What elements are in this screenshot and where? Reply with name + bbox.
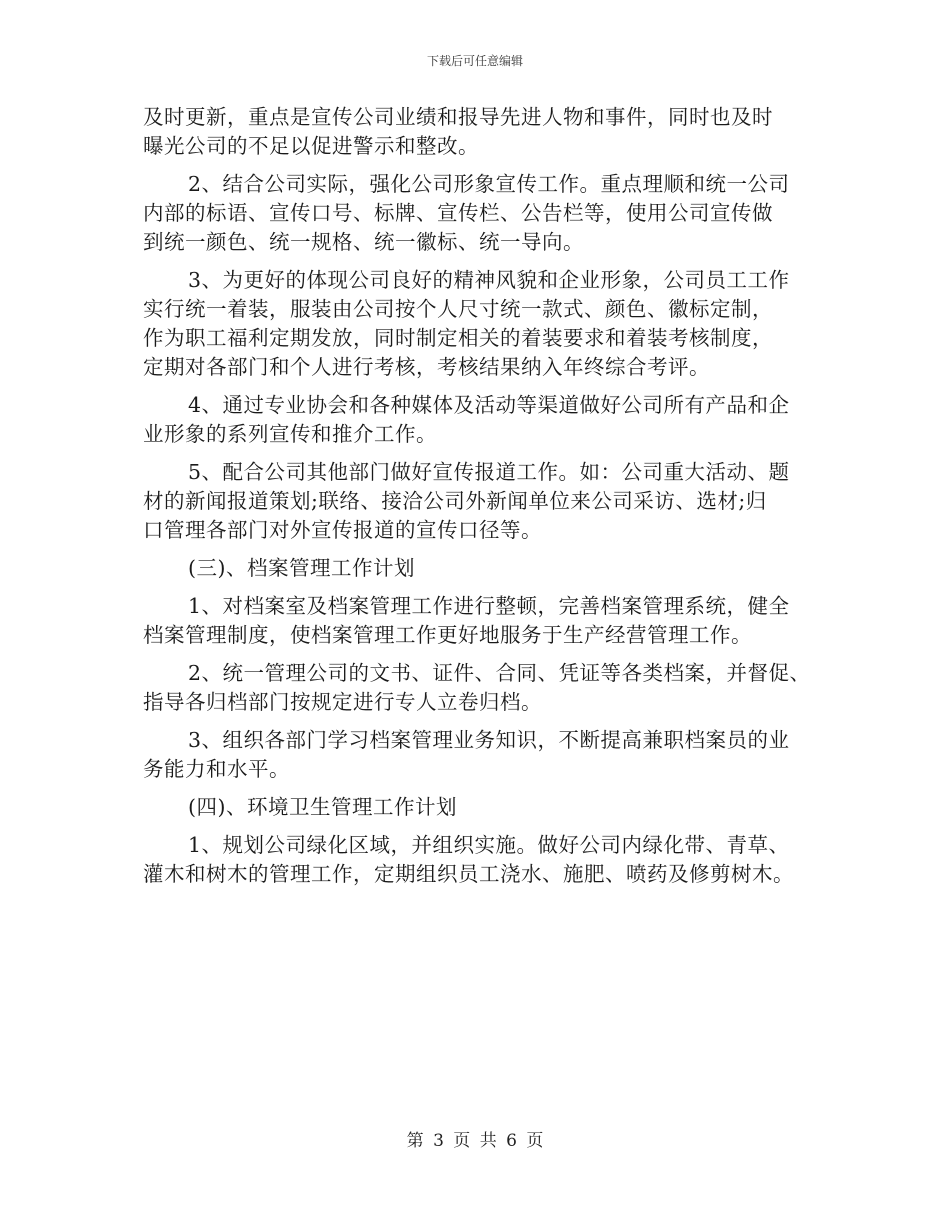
text-line: 2、结合公司实际，强化公司形象宣传工作。重点理顺和统一公司 — [188, 172, 790, 196]
page-footer: 第 3 页 共 6 页 — [406, 1131, 544, 1151]
text-line: 材的新闻报道策划;联络、接洽公司外新闻单位来公司采访、选材;归 — [143, 489, 767, 513]
text-line: 5、配合公司其他部门做好宣传报道工作。如：公司重大活动、题 — [188, 460, 790, 484]
text-line: 作为职工福利定期发放，同时制定相关的着装要求和着装考核制度， — [143, 326, 773, 350]
paragraph — [143, 266, 815, 382]
text-line: 实行统一着装，服装由公司按个人尺寸统一款式、颜色、徽标定制， — [143, 297, 773, 321]
text-line: 定期对各部门和个人进行考核，考核结果纳入年终综合考评。 — [143, 355, 710, 379]
text-line: 曝光公司的不足以促进警示和整改。 — [143, 134, 479, 158]
document-body — [143, 103, 815, 889]
section-heading-text: (三)、档案管理工作计划 — [188, 556, 415, 580]
paragraph — [143, 391, 815, 449]
text-line: 档案管理制度，使档案管理工作更好地服务于生产经营管理工作。 — [143, 623, 752, 647]
page-header: 下载后可任意编辑 — [426, 54, 523, 68]
text-line: 2、统一管理公司的文书、证件、合同、凭证等各类档案，并督促、 — [188, 661, 811, 685]
text-line: 内部的标语、宣传口号、标牌、宣传栏、公告栏等，使用公司宣传做 — [143, 201, 773, 225]
paragraph — [143, 170, 815, 257]
text-line: 务能力和水平。 — [143, 757, 290, 781]
text-line: 3、为更好的体现公司良好的精神风貌和企业形象，公司员工工作 — [188, 268, 790, 292]
paragraph — [143, 831, 815, 889]
text-line: 1、对档案室及档案管理工作进行整顿，完善档案管理系统，健全 — [188, 594, 790, 618]
paragraph — [143, 726, 815, 784]
text-line: 1、规划公司绿化区域，并组织实施。做好公司内绿化带、青草、 — [188, 833, 790, 857]
text-line: 指导各归档部门按规定进行专人立卷归档。 — [143, 690, 542, 714]
section-heading — [143, 554, 815, 583]
text-line: 口管理各部门对外宣传报道的宣传口径等。 — [143, 518, 542, 542]
text-line: 到统一颜色、统一规格、统一徽标、统一导向。 — [143, 230, 584, 254]
paragraph — [143, 659, 815, 717]
text-line: 3、组织各部门学习档案管理业务知识，不断提高兼职档案员的业 — [188, 728, 790, 752]
text-line: 及时更新，重点是宣传公司业绩和报导先进人物和事件，同时也及时 — [143, 105, 773, 129]
paragraph — [143, 592, 815, 650]
paragraph — [143, 458, 815, 545]
section-heading — [143, 793, 815, 822]
text-line: 灌木和树木的管理工作，定期组织员工浇水、施肥、喷药及修剪树木。 — [143, 862, 794, 886]
text-line: 业形象的系列宣传和推介工作。 — [143, 422, 437, 446]
section-heading-text: (四)、环境卫生管理工作计划 — [188, 795, 457, 819]
text-line: 4、通过专业协会和各种媒体及活动等渠道做好公司所有产品和企 — [188, 393, 790, 417]
paragraph — [143, 103, 815, 161]
